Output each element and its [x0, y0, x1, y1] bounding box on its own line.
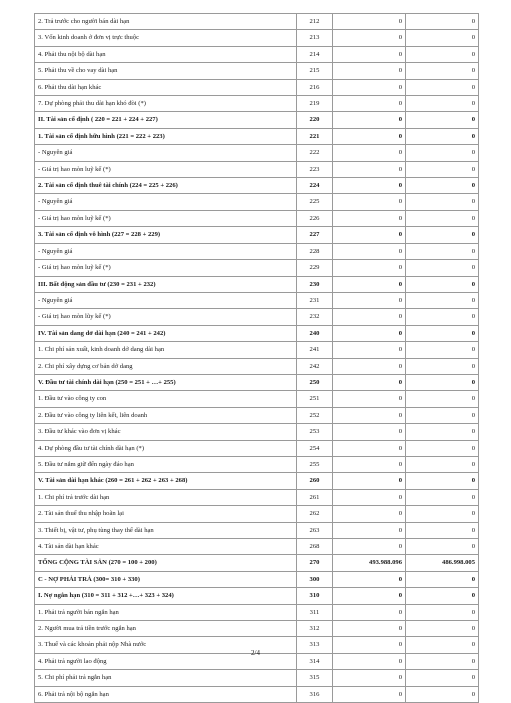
- table-row: [35, 325, 479, 341]
- row-item-name: 4. Tài sản dài hạn khác: [35, 539, 297, 555]
- row-value-end-period: 0: [333, 424, 406, 440]
- row-code: 220: [297, 112, 333, 128]
- table-row: [35, 276, 479, 292]
- table-row: [35, 670, 479, 686]
- row-value-begin-period: 0: [406, 637, 479, 653]
- row-item-name: 3. Thiết bị, vật tư, phụ tùng thay thế dài hạn: [35, 522, 297, 538]
- row-item-name: II. Tài sản cố định ( 220 = 221 + 224 + 227): [35, 112, 297, 128]
- row-value-begin-period: 0: [406, 670, 479, 686]
- row-code: 231: [297, 292, 333, 308]
- row-item-name: C - NỢ PHẢI TRẢ (300= 310 + 330): [35, 571, 297, 587]
- row-item-name: 4. Phải trả người lao động: [35, 653, 297, 669]
- row-value-begin-period: 0: [406, 325, 479, 341]
- row-code: 270: [297, 555, 333, 571]
- row-value-begin-period: 0: [406, 391, 479, 407]
- row-item-name: 6. Phải thu dài hạn khác: [35, 79, 297, 95]
- row-code: 255: [297, 456, 333, 472]
- table-row: [35, 161, 479, 177]
- row-code: 229: [297, 260, 333, 276]
- table-row: [35, 686, 479, 702]
- row-code: 224: [297, 178, 333, 194]
- row-value-end-period: 0: [333, 309, 406, 325]
- row-code: 213: [297, 30, 333, 46]
- row-code: 253: [297, 424, 333, 440]
- row-value-end-period: 493.988.096: [333, 555, 406, 571]
- row-item-name: 1. Phải trả người bán ngắn hạn: [35, 604, 297, 620]
- row-value-begin-period: 0: [406, 473, 479, 489]
- row-value-begin-period: 0: [406, 489, 479, 505]
- row-value-begin-period: 0: [406, 539, 479, 555]
- row-value-begin-period: 0: [406, 260, 479, 276]
- table-row: [35, 456, 479, 472]
- row-item-name: 2. Trả trước cho người bán dài hạn: [35, 14, 297, 30]
- table-row: [35, 555, 479, 571]
- table-row: [35, 46, 479, 62]
- row-code: 212: [297, 14, 333, 30]
- table-row: [35, 30, 479, 46]
- table-row: [35, 391, 479, 407]
- table-row: [35, 63, 479, 79]
- row-value-begin-period: 0: [406, 210, 479, 226]
- row-item-name: 5. Đầu tư nắm giữ đến ngày đáo hạn: [35, 456, 297, 472]
- row-value-begin-period: 486.998.005: [406, 555, 479, 571]
- row-item-name: 1. Đầu tư vào công ty con: [35, 391, 297, 407]
- table-row: [35, 374, 479, 390]
- row-value-begin-period: 0: [406, 522, 479, 538]
- row-code: 227: [297, 227, 333, 243]
- row-code: 216: [297, 79, 333, 95]
- table-row: [35, 194, 479, 210]
- row-value-begin-period: 0: [406, 456, 479, 472]
- row-value-begin-period: 0: [406, 145, 479, 161]
- row-value-end-period: 0: [333, 489, 406, 505]
- row-value-begin-period: 0: [406, 374, 479, 390]
- row-value-begin-period: 0: [406, 424, 479, 440]
- row-value-end-period: 0: [333, 63, 406, 79]
- row-value-begin-period: 0: [406, 112, 479, 128]
- row-value-end-period: 0: [333, 194, 406, 210]
- table-row: [35, 227, 479, 243]
- row-value-end-period: 0: [333, 653, 406, 669]
- row-code: 215: [297, 63, 333, 79]
- row-code: 232: [297, 309, 333, 325]
- row-value-end-period: 0: [333, 96, 406, 112]
- row-value-end-period: 0: [333, 686, 406, 702]
- row-item-name: 4. Dự phòng đầu tư tài chính dài hạn (*): [35, 440, 297, 456]
- row-code: 228: [297, 243, 333, 259]
- table-row: [35, 342, 479, 358]
- row-code: 310: [297, 588, 333, 604]
- row-code: 316: [297, 686, 333, 702]
- table-row: [35, 473, 479, 489]
- row-item-name: 3. Đầu tư khác vào đơn vị khác: [35, 424, 297, 440]
- row-item-name: 1. Tài sản cố định hữu hình (221 = 222 + 223): [35, 128, 297, 144]
- row-item-name: - Nguyên giá: [35, 194, 297, 210]
- row-value-begin-period: 0: [406, 46, 479, 62]
- row-value-end-period: 0: [333, 325, 406, 341]
- balance-sheet-rows: [35, 14, 479, 703]
- row-value-begin-period: 0: [406, 178, 479, 194]
- table-row: [35, 621, 479, 637]
- row-code: 268: [297, 539, 333, 555]
- row-item-name: - Giá trị hao mòn lũy kế (*): [35, 309, 297, 325]
- row-item-name: 2. Tài sản thuế thu nhập hoãn lại: [35, 506, 297, 522]
- row-value-begin-period: 0: [406, 440, 479, 456]
- row-item-name: III. Bất động sản đầu tư (230 = 231 + 232): [35, 276, 297, 292]
- table-row: [35, 440, 479, 456]
- row-value-end-period: 0: [333, 440, 406, 456]
- row-item-name: - Giá trị hao mòn luỹ kế (*): [35, 161, 297, 177]
- row-value-end-period: 0: [333, 473, 406, 489]
- row-code: 225: [297, 194, 333, 210]
- row-item-name: V. Đầu tư tài chính dài hạn (250 = 251 + …+ 255): [35, 374, 297, 390]
- row-code: 240: [297, 325, 333, 341]
- table-row: [35, 145, 479, 161]
- row-value-begin-period: 0: [406, 30, 479, 46]
- row-value-end-period: 0: [333, 539, 406, 555]
- row-value-end-period: 0: [333, 342, 406, 358]
- row-item-name: 2. Tài sản cố định thuê tài chính (224 = 225 + 226): [35, 178, 297, 194]
- row-value-begin-period: 0: [406, 621, 479, 637]
- row-item-name: 1. Chi phí trả trước dài hạn: [35, 489, 297, 505]
- row-item-name: 2. Người mua trả tiền trước ngắn hạn: [35, 621, 297, 637]
- row-code: 221: [297, 128, 333, 144]
- row-value-end-period: 0: [333, 276, 406, 292]
- table-row: [35, 489, 479, 505]
- row-value-begin-period: 0: [406, 506, 479, 522]
- row-code: 241: [297, 342, 333, 358]
- row-value-end-period: 0: [333, 358, 406, 374]
- row-value-end-period: 0: [333, 30, 406, 46]
- row-code: 223: [297, 161, 333, 177]
- row-code: 311: [297, 604, 333, 620]
- row-item-name: 3. Vốn kinh doanh ở đơn vị trực thuộc: [35, 30, 297, 46]
- row-value-begin-period: 0: [406, 292, 479, 308]
- row-code: 260: [297, 473, 333, 489]
- row-code: 252: [297, 407, 333, 423]
- row-value-end-period: 0: [333, 46, 406, 62]
- row-item-name: - Giá trị hao mòn luỹ kế (*): [35, 260, 297, 276]
- row-value-end-period: 0: [333, 621, 406, 637]
- row-value-begin-period: 0: [406, 243, 479, 259]
- row-item-name: 2. Đầu tư vào công ty liên kết, liên doanh: [35, 407, 297, 423]
- table-row: [35, 292, 479, 308]
- row-item-name: 2. Chi phí xây dựng cơ bản dở dang: [35, 358, 297, 374]
- row-item-name: 7. Dự phòng phải thu dài hạn khó đòi (*): [35, 96, 297, 112]
- table-row: [35, 210, 479, 226]
- row-value-begin-period: 0: [406, 309, 479, 325]
- row-item-name: - Nguyên giá: [35, 145, 297, 161]
- table-row: [35, 14, 479, 30]
- row-item-name: - Nguyên giá: [35, 292, 297, 308]
- table-row: [35, 178, 479, 194]
- row-value-end-period: 0: [333, 14, 406, 30]
- row-value-begin-period: 0: [406, 342, 479, 358]
- table-row: [35, 539, 479, 555]
- table-row: [35, 571, 479, 587]
- row-code: 222: [297, 145, 333, 161]
- row-item-name: 3. Tài sản cố định vô hình (227 = 228 + 229): [35, 227, 297, 243]
- row-value-begin-period: 0: [406, 161, 479, 177]
- row-item-name: 5. Phải thu về cho vay dài hạn: [35, 63, 297, 79]
- table-row: [35, 522, 479, 538]
- row-value-end-period: 0: [333, 260, 406, 276]
- table-row: [35, 243, 479, 259]
- row-item-name: - Giá trị hao mòn luỹ kế (*): [35, 210, 297, 226]
- table-row: [35, 112, 479, 128]
- row-code: 242: [297, 358, 333, 374]
- row-value-end-period: 0: [333, 161, 406, 177]
- row-value-begin-period: 0: [406, 571, 479, 587]
- row-value-end-period: 0: [333, 210, 406, 226]
- row-value-end-period: 0: [333, 292, 406, 308]
- table-row: [35, 407, 479, 423]
- row-value-end-period: 0: [333, 112, 406, 128]
- row-value-end-period: 0: [333, 128, 406, 144]
- row-value-end-period: 0: [333, 145, 406, 161]
- table-row: [35, 96, 479, 112]
- row-value-end-period: 0: [333, 670, 406, 686]
- row-value-begin-period: 0: [406, 358, 479, 374]
- row-item-name: 1. Chi phí sản xuất, kinh doanh dở dang dài hạn: [35, 342, 297, 358]
- row-value-begin-period: 0: [406, 128, 479, 144]
- row-code: 219: [297, 96, 333, 112]
- row-value-end-period: 0: [333, 79, 406, 95]
- row-code: 250: [297, 374, 333, 390]
- row-item-name: 6. Phải trả nội bộ ngắn hạn: [35, 686, 297, 702]
- row-value-end-period: 0: [333, 243, 406, 259]
- row-item-name: IV. Tài sản dang dở dài hạn (240 = 241 + 242): [35, 325, 297, 341]
- table-row: [35, 604, 479, 620]
- row-value-end-period: 0: [333, 391, 406, 407]
- row-value-begin-period: 0: [406, 227, 479, 243]
- row-value-begin-period: 0: [406, 79, 479, 95]
- row-value-end-period: 0: [333, 407, 406, 423]
- table-row: [35, 506, 479, 522]
- row-value-begin-period: 0: [406, 588, 479, 604]
- row-code: 226: [297, 210, 333, 226]
- table-row: [35, 260, 479, 276]
- row-value-begin-period: 0: [406, 194, 479, 210]
- row-value-begin-period: 0: [406, 653, 479, 669]
- row-value-begin-period: 0: [406, 276, 479, 292]
- row-code: 254: [297, 440, 333, 456]
- row-value-end-period: 0: [333, 506, 406, 522]
- row-code: 300: [297, 571, 333, 587]
- row-value-end-period: 0: [333, 227, 406, 243]
- balance-sheet-table: [34, 13, 479, 703]
- row-value-begin-period: 0: [406, 407, 479, 423]
- row-item-name: V. Tài sản dài hạn khác (260 = 261 + 262 + 263 + 268): [35, 473, 297, 489]
- row-code: 214: [297, 46, 333, 62]
- table-row: [35, 588, 479, 604]
- row-item-name: TỔNG CỘNG TÀI SẢN (270 = 100 + 200): [35, 555, 297, 571]
- row-value-end-period: 0: [333, 571, 406, 587]
- table-row: [35, 309, 479, 325]
- row-value-end-period: 0: [333, 588, 406, 604]
- row-item-name: 5. Chi phí phải trả ngắn hạn: [35, 670, 297, 686]
- row-code: 315: [297, 670, 333, 686]
- row-item-name: - Nguyên giá: [35, 243, 297, 259]
- row-code: 262: [297, 506, 333, 522]
- table-row: [35, 79, 479, 95]
- row-value-end-period: 0: [333, 456, 406, 472]
- balance-sheet-page: [34, 13, 478, 703]
- row-value-begin-period: 0: [406, 96, 479, 112]
- row-item-name: 3. Thuế và các khoản phải nộp Nhà nước: [35, 637, 297, 653]
- row-value-end-period: 0: [333, 604, 406, 620]
- row-value-end-period: 0: [333, 522, 406, 538]
- row-code: 251: [297, 391, 333, 407]
- row-value-end-period: 0: [333, 178, 406, 194]
- row-item-name: 4. Phải thu nội bộ dài hạn: [35, 46, 297, 62]
- row-code: 313: [297, 637, 333, 653]
- row-value-begin-period: 0: [406, 686, 479, 702]
- row-code: 230: [297, 276, 333, 292]
- table-row: [35, 128, 479, 144]
- row-value-end-period: 0: [333, 374, 406, 390]
- table-row: [35, 358, 479, 374]
- row-value-end-period: 0: [333, 637, 406, 653]
- row-code: 263: [297, 522, 333, 538]
- page-number: 2/4: [251, 649, 260, 657]
- row-code: 312: [297, 621, 333, 637]
- row-value-begin-period: 0: [406, 63, 479, 79]
- row-code: 261: [297, 489, 333, 505]
- row-code: 314: [297, 653, 333, 669]
- row-item-name: I. Nợ ngắn hạn (310 = 311 + 312 +…+ 323 + 324): [35, 588, 297, 604]
- table-row: [35, 424, 479, 440]
- row-value-begin-period: 0: [406, 14, 479, 30]
- row-value-begin-period: 0: [406, 604, 479, 620]
